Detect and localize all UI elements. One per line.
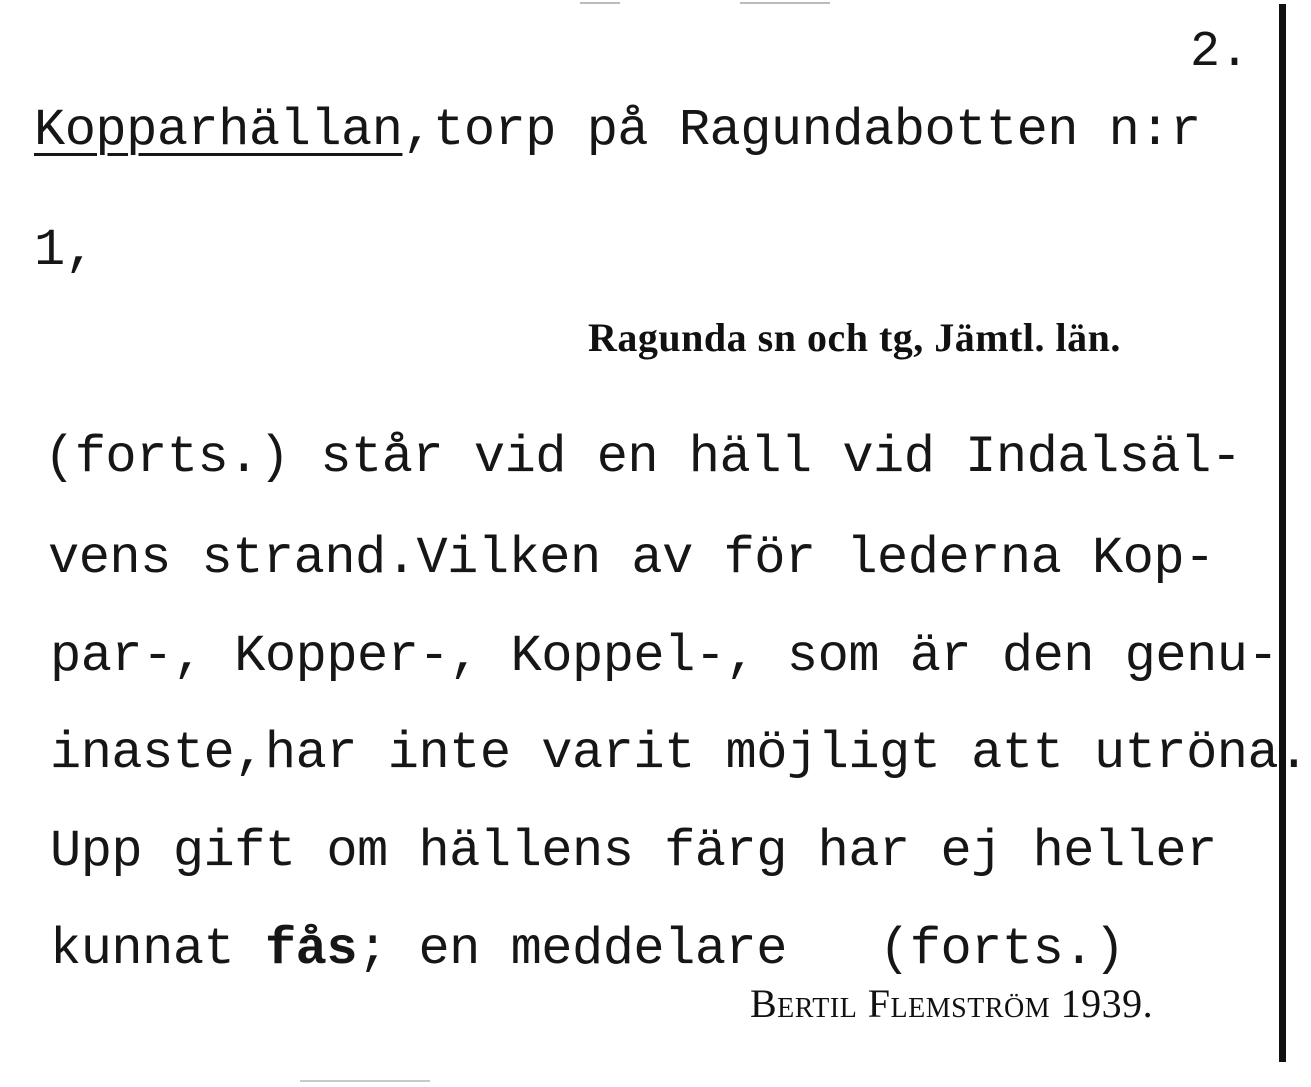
body-text: kunnat — [50, 920, 265, 979]
body-line: Upp gift om hällens färg har ej heller — [50, 822, 1217, 881]
body-line: (forts.) står vid en häll vid Indalsäl- — [44, 428, 1242, 487]
page-number: 2. — [1190, 24, 1250, 81]
body-line: inaste,har inte varit möjligt att utröna. — [50, 724, 1309, 783]
parish-stamp: Ragunda sn och tg, Jämtl. län. — [588, 315, 1121, 360]
body-text: ; en meddelare (forts.) — [357, 920, 1125, 979]
body-line: par-, Kopper-, Koppel-, som är den genu- — [50, 627, 1279, 686]
place-name: Kopparhällan — [34, 101, 403, 160]
signature-stamp: Bertil Flemström 1939. — [750, 981, 1154, 1026]
overtyped-word: fås — [264, 920, 358, 979]
scan-speck — [740, 2, 830, 4]
scan-speck — [580, 2, 620, 4]
heading-continuation: 1, — [34, 221, 96, 280]
body-line: vens strand.Vilken av för lederna Kop- — [48, 529, 1215, 588]
card-heading — [34, 101, 1201, 160]
body-line — [50, 920, 1125, 979]
card-edge-line — [1279, 4, 1286, 1062]
scan-speck — [300, 1080, 430, 1082]
place-description: ,torp på Ragundabotten n:r — [402, 101, 1201, 160]
